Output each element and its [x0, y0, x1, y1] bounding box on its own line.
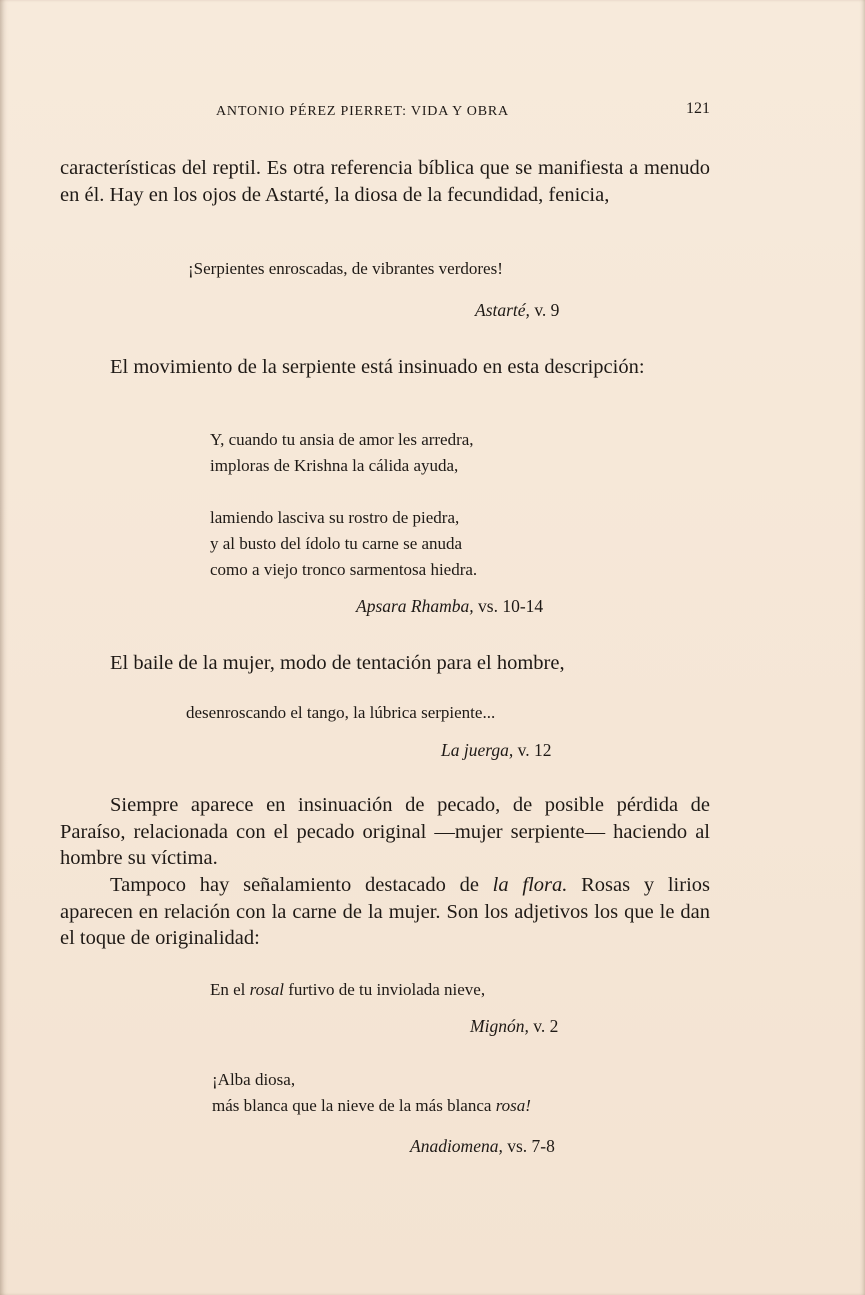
- paragraph-5-text-a: Tampoco hay señalamiento destacado de: [110, 874, 493, 896]
- verse-italic: rosal: [249, 980, 284, 999]
- quote-5-source: [410, 1136, 555, 1157]
- page-header: [0, 100, 865, 128]
- source-ref: vs. 10-14: [473, 596, 544, 616]
- verse-text-b: furtivo de tu inviolada nieve,: [283, 980, 486, 999]
- quote-2-source: [356, 596, 543, 617]
- verse-line: lamiendo lasciva su rostro de piedra,: [210, 508, 460, 527]
- quote-1: [188, 256, 503, 282]
- verse-line: y al busto del ídolo tu carne se anuda: [210, 534, 463, 553]
- verse-italic: rosa!: [495, 1096, 531, 1115]
- quote-5: [212, 1067, 531, 1119]
- source-ref: v. 9: [529, 300, 560, 320]
- paragraph-3: El baile de la mujer, modo de tentación para el hombre,: [110, 652, 565, 674]
- verse-line: imploras de Krishna la cálida ayuda,: [210, 456, 459, 475]
- running-head: ANTONIO PÉREZ PIERRET: VIDA Y OBRA: [216, 104, 509, 119]
- page-number: 121: [686, 100, 710, 117]
- quote-3-source: [441, 740, 552, 761]
- paragraph-5: [60, 872, 710, 952]
- verse-line: [210, 977, 485, 1003]
- verse-line: ¡Alba diosa,: [212, 1070, 296, 1089]
- quote-1-source: [475, 300, 559, 321]
- quote-3: [186, 700, 495, 726]
- verse-line: como a viejo tronco sarmentosa hiedra.: [210, 560, 478, 579]
- quote-2-stanza-1: [210, 427, 474, 479]
- source-ref: vs. 7-8: [502, 1136, 555, 1156]
- source-work: Anadiomena,: [410, 1136, 503, 1156]
- paragraph-1: características del reptil. Es otra referencia bíblica que se manifiesta a menudo en él. Hay en los ojos de Astarté, la diosa de la fecundidad, fenicia,: [60, 157, 710, 206]
- quote-2-stanza-2: [210, 505, 477, 583]
- quote-4: [210, 977, 485, 1003]
- verse-text-a: En el: [210, 980, 250, 999]
- source-ref: v. 12: [513, 740, 552, 760]
- paragraph-4: Siempre aparece en insinuación de pecado, de posible pérdida de Paraíso, relacionada con el pecado original —mujer serpiente— haciendo al hombre su víctima.: [60, 794, 710, 869]
- verse-line: ¡Serpientes enroscadas, de vibrantes verdores!: [188, 259, 503, 278]
- source-work: La juerga,: [441, 740, 514, 760]
- verse-line: desenroscando el tango, la lúbrica serpiente...: [186, 703, 496, 722]
- paragraph-5-text-b: Rosas y lirios aparecen en relación con la carne de la mujer. Son los adjetivos los que le dan el toque de originalidad:: [60, 874, 710, 949]
- paragraph-5-italic: la flora.: [492, 874, 568, 896]
- source-work: Astarté,: [475, 300, 530, 320]
- source-ref: v. 2: [528, 1016, 559, 1036]
- source-work: Mignón,: [470, 1016, 529, 1036]
- verse-line: Y, cuando tu ansia de amor les arredra,: [210, 430, 474, 449]
- paragraph-2: El movimiento de la serpiente está insinuado en esta descripción:: [110, 356, 645, 378]
- quote-4-source: [470, 1016, 558, 1037]
- verse-text-a: más blanca que la nieve de la más blanca: [212, 1096, 496, 1115]
- source-work: Apsara Rhamba,: [356, 596, 474, 616]
- verse-line: [212, 1093, 531, 1119]
